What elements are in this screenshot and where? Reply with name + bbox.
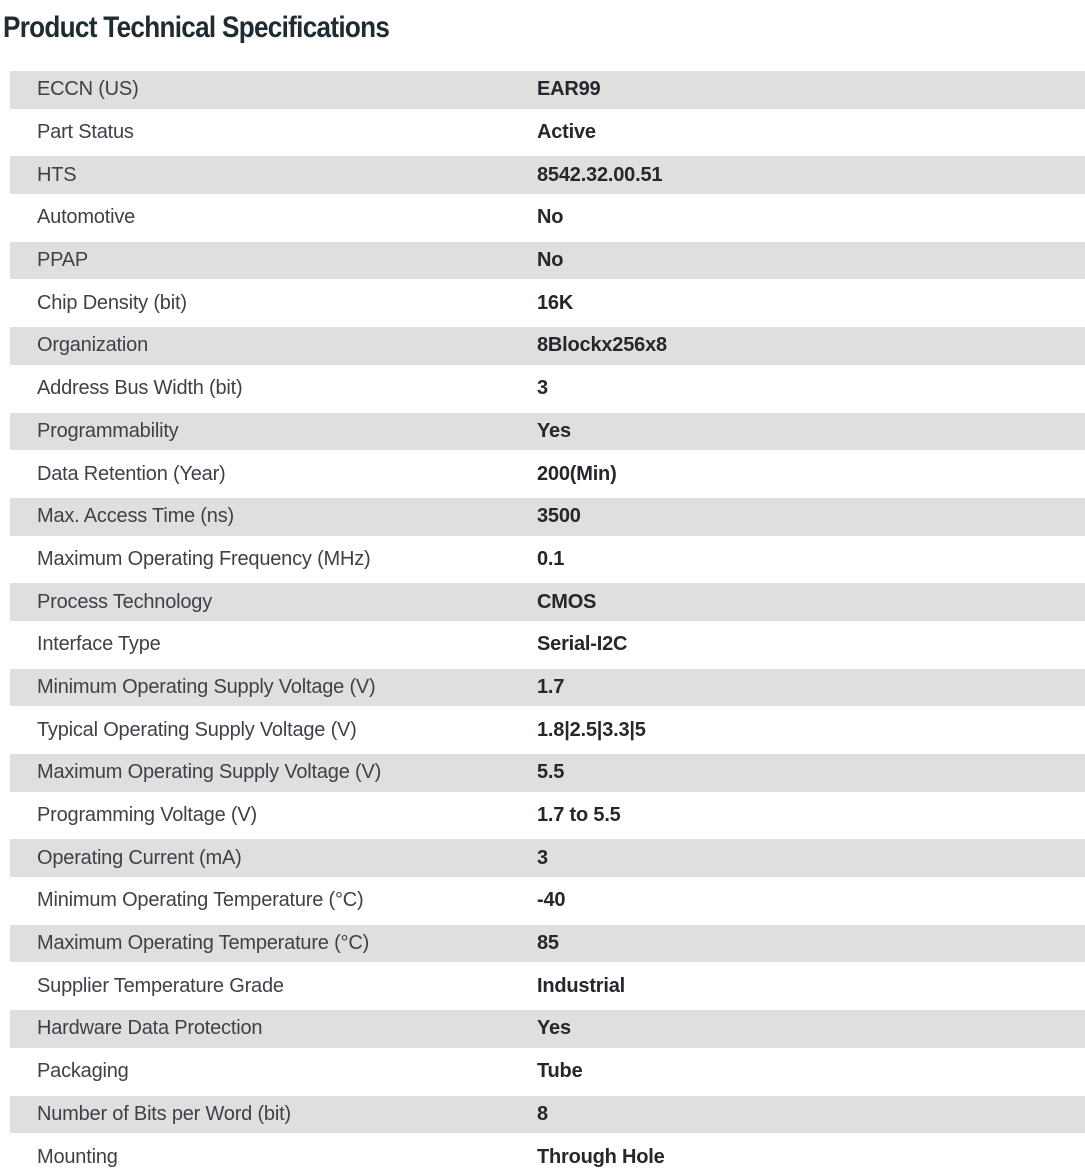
spec-label: Packaging bbox=[37, 1060, 129, 1083]
spec-value: Tube bbox=[537, 1060, 583, 1083]
spec-row bbox=[10, 196, 1085, 239]
spec-row bbox=[10, 1007, 1085, 1050]
spec-label: Programmability bbox=[37, 419, 179, 442]
spec-label: Minimum Operating Temperature (°C) bbox=[37, 889, 364, 912]
spec-label: Programming Voltage (V) bbox=[37, 804, 257, 827]
spec-label: Minimum Operating Supply Voltage (V) bbox=[37, 675, 376, 698]
spec-row bbox=[10, 153, 1085, 196]
spec-label: Automotive bbox=[37, 206, 136, 229]
spec-value: 8542.32.00.51 bbox=[537, 163, 663, 186]
spec-table bbox=[10, 68, 1085, 1171]
spec-row bbox=[10, 879, 1085, 922]
spec-value: 5.5 bbox=[537, 761, 565, 784]
spec-row bbox=[10, 964, 1085, 1007]
spec-row bbox=[10, 367, 1085, 410]
spec-value: 1.7 bbox=[537, 675, 565, 698]
spec-row bbox=[10, 1093, 1085, 1136]
spec-row bbox=[10, 751, 1085, 794]
spec-row bbox=[10, 708, 1085, 751]
spec-value: 0.1 bbox=[537, 547, 565, 570]
spec-label: Process Technology bbox=[37, 590, 213, 613]
spec-row bbox=[10, 922, 1085, 965]
spec-row bbox=[10, 666, 1085, 709]
spec-value: 85 bbox=[537, 932, 559, 955]
spec-value: 3 bbox=[537, 846, 548, 869]
spec-row bbox=[10, 1050, 1085, 1093]
spec-value: 3 bbox=[537, 377, 548, 400]
spec-label: Maximum Operating Frequency (MHz) bbox=[37, 547, 371, 570]
spec-value: No bbox=[537, 249, 564, 272]
spec-label: Hardware Data Protection bbox=[37, 1017, 263, 1040]
spec-label: HTS bbox=[37, 163, 77, 186]
spec-row bbox=[10, 239, 1085, 282]
spec-value: 8Blockx256x8 bbox=[537, 334, 667, 357]
spec-label: Typical Operating Supply Voltage (V) bbox=[37, 718, 357, 741]
spec-label: Data Retention (Year) bbox=[37, 462, 226, 485]
spec-label: Organization bbox=[37, 334, 148, 357]
spec-label: Part Status bbox=[37, 121, 134, 144]
spec-value: 16K bbox=[537, 291, 574, 314]
spec-label: ECCN (US) bbox=[37, 78, 139, 101]
spec-value: Serial-I2C bbox=[537, 633, 628, 656]
spec-value: No bbox=[537, 206, 564, 229]
spec-label: Interface Type bbox=[37, 633, 161, 656]
spec-value: CMOS bbox=[537, 590, 597, 613]
spec-label: Supplier Temperature Grade bbox=[37, 974, 284, 997]
spec-value: 1.7 to 5.5 bbox=[537, 804, 621, 827]
spec-label: Mounting bbox=[37, 1145, 118, 1168]
spec-value: -40 bbox=[537, 889, 566, 912]
spec-value: Industrial bbox=[537, 974, 626, 997]
spec-label: PPAP bbox=[37, 249, 89, 272]
spec-label: Address Bus Width (bit) bbox=[37, 377, 243, 400]
spec-row bbox=[10, 836, 1085, 879]
spec-label: Chip Density (bit) bbox=[37, 291, 187, 314]
spec-row bbox=[10, 281, 1085, 324]
page-title: Product Technical Specifications bbox=[3, 11, 390, 44]
spec-row bbox=[10, 410, 1085, 453]
spec-value: 200(Min) bbox=[537, 462, 617, 485]
spec-row bbox=[10, 538, 1085, 581]
spec-row bbox=[10, 623, 1085, 666]
spec-value: 1.8|2.5|3.3|5 bbox=[537, 718, 646, 741]
spec-row bbox=[10, 68, 1085, 111]
spec-row bbox=[10, 794, 1085, 837]
spec-label: Max. Access Time (ns) bbox=[37, 505, 234, 528]
spec-value: Yes bbox=[537, 419, 571, 442]
spec-value: Yes bbox=[537, 1017, 571, 1040]
spec-value: Through Hole bbox=[537, 1145, 665, 1168]
spec-row bbox=[10, 495, 1085, 538]
spec-label: Maximum Operating Temperature (°C) bbox=[37, 932, 370, 955]
spec-row bbox=[10, 324, 1085, 367]
spec-label: Number of Bits per Word (bit) bbox=[37, 1102, 291, 1125]
spec-row bbox=[10, 452, 1085, 495]
spec-value: 8 bbox=[537, 1102, 548, 1125]
spec-row bbox=[10, 580, 1085, 623]
spec-row bbox=[10, 1135, 1085, 1171]
spec-label: Maximum Operating Supply Voltage (V) bbox=[37, 761, 382, 784]
spec-row bbox=[10, 111, 1085, 154]
spec-value: EAR99 bbox=[537, 78, 601, 101]
spec-value: 3500 bbox=[537, 505, 581, 528]
spec-label: Operating Current (mA) bbox=[37, 846, 242, 869]
spec-value: Active bbox=[537, 121, 596, 144]
